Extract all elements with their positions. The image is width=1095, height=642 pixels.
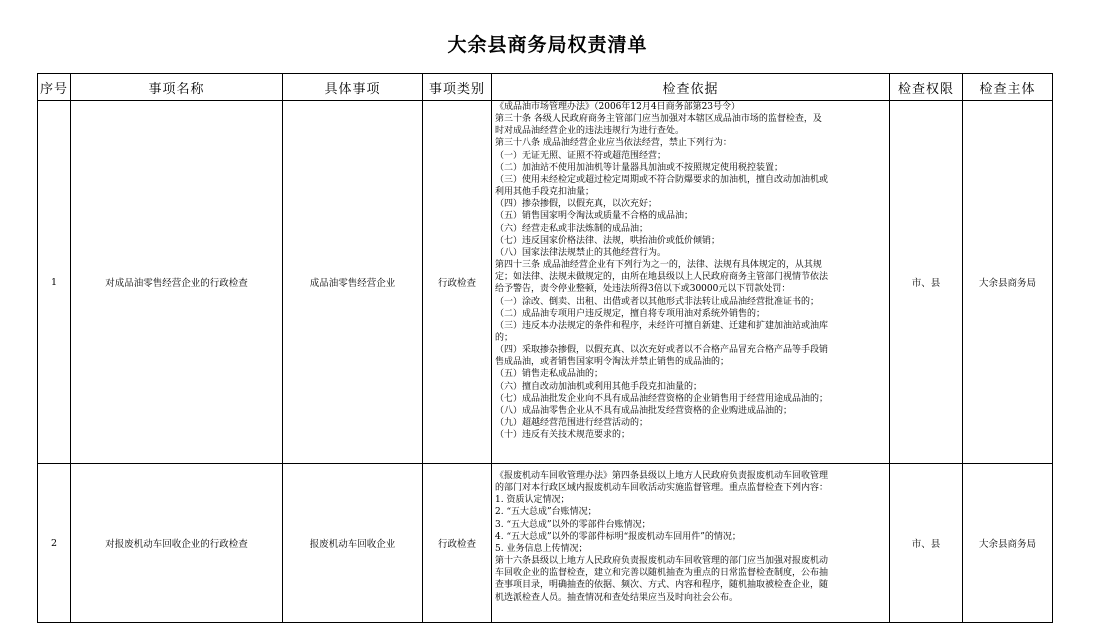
- basis-line: 第三十八条 成品油经营企业应当依法经营，禁止下列行为：: [495, 138, 732, 149]
- basis-line: （二）加油站不使用加油机等计量器具加油或不按照规定使用税控装置；: [495, 162, 784, 173]
- basis-line: 给予警告，责令停业整顿，处违法所得3倍以下或30000元以下罚款处罚：: [495, 284, 791, 295]
- basis-line: 第四十三条 成品油经营企业有下列行为之一的，法律、法规有具体规定的，从其规: [495, 260, 822, 271]
- row-subject: 大余县商务局: [963, 101, 1053, 464]
- basis-line: （五）销售走私成品油的；: [495, 369, 604, 380]
- header-name: 事项名称: [71, 74, 283, 101]
- table-header-row: [38, 74, 1053, 101]
- basis-line: （七）成品油批发企业向不具有成品油经营资格的企业销售用于经营用途成品油的；: [495, 393, 829, 404]
- basis-line: （三）违反本办法规定的条件和程序，未经许可擅自新建、迁建和扩建加油站或油库: [495, 320, 829, 331]
- basis-line: 《成品油市场管理办法》（2006年12月4日商务部第23号令）: [495, 102, 741, 112]
- row-name: 对成品油零售经营企业的行政检查: [71, 101, 283, 464]
- header-authority: 检查权限: [890, 74, 963, 101]
- basis-line: （五）销售国家明令淘汰或质量不合格的成品油；: [495, 211, 694, 222]
- header-item: 具体事项: [283, 74, 423, 101]
- row-name: 对报废机动车回收企业的行政检查: [71, 464, 283, 623]
- basis-line: 车回收企业的监督检查，建立和完善以随机抽查为重点的日常监督检查制度，公布抽: [495, 568, 829, 579]
- basis-line: （一）无证无照、证照不符或超范围经营；: [495, 150, 667, 161]
- basis-line: （八）成品油零售企业从不具有成品油批发经营资格的企业购进成品油的；: [495, 405, 793, 416]
- basis-line: 定；如法律、法规未做规定的，由所在地县级以上人民政府商务主管部门视情节依法: [495, 272, 829, 283]
- basis-line: 3. “五大总成”以外的零部件台账情况；: [495, 519, 651, 530]
- header-subject: 检查主体: [963, 74, 1053, 101]
- basis-line: 第十六条县级以上地方人民政府负责报废机动车回收管理的部门应当加强对报废机动: [495, 556, 829, 567]
- row-authority: 市、县: [890, 464, 963, 623]
- basis-line: （十）违反有关技术规范要求的；: [495, 430, 631, 441]
- header-no: 序号: [38, 74, 71, 101]
- basis-line: （三）使用未经检定或超过检定周期或不符合防爆要求的加油机，擅自改动加油机或: [495, 174, 829, 185]
- row-subject: 大余县商务局: [963, 464, 1053, 623]
- basis-line: 利用其他手段克扣油量；: [495, 187, 595, 198]
- basis-line: （四）采取掺杂掺假，以假充真、以次充好或者以不合格产品冒充合格产品等手段销: [495, 345, 829, 356]
- basis-line: 售成品油，或者销售国家明令淘汰并禁止销售的成品油的；: [495, 357, 730, 368]
- table-row: [38, 101, 1053, 464]
- row-no: 2: [38, 464, 71, 623]
- table-row: [38, 464, 1053, 623]
- header-basis: 检查依据: [492, 74, 890, 101]
- basis-line: （四）掺杂掺假，以假充真，以次充好；: [495, 199, 658, 210]
- basis-line: 1. 资质认定情况；: [495, 495, 570, 506]
- basis-line: （九）超越经营范围进行经营活动的；: [495, 418, 649, 429]
- row-basis: [492, 101, 890, 464]
- row-category: 行政检查: [423, 464, 492, 623]
- header-category: 事项类别: [423, 74, 492, 101]
- basis-line: 4. “五大总成”以外的零部件标明“报废机动车回用件”的情况；: [495, 531, 741, 542]
- basis-line: 时对成品油经营企业的违法违规行为进行查处。: [495, 126, 685, 137]
- row-item: 成品油零售经营企业: [283, 101, 423, 464]
- basis-line: 第三十条 各级人民政府商务主管部门应当加强对本辖区成品油市场的监督检查，及: [495, 114, 822, 125]
- basis-line: 机选派检查人员。抽查情况和查处结果应当及时向社会公布。: [495, 592, 739, 603]
- row-authority: 市、县: [890, 101, 963, 464]
- page-title: 大余县商务局权责清单: [447, 34, 648, 56]
- row-category: 行政检查: [423, 101, 492, 464]
- basis-line: （一）涂改、倒卖、出租、出借或者以其他形式非法转让成品油经营批准证书的；: [495, 296, 820, 307]
- responsibility-table: [37, 73, 1053, 623]
- basis-line: 2. “五大总成”台账情况；: [495, 507, 597, 518]
- basis-line: 的；: [495, 332, 514, 343]
- basis-line: 5. 业务信息上传情况；: [495, 543, 588, 554]
- basis-line: （六）经营走私或非法炼制的成品油；: [495, 223, 649, 234]
- row-no: 1: [38, 101, 71, 464]
- basis-line: 查事项目录，明确抽查的依据、频次、方式、内容和程序，随机抽取被检查企业，随: [495, 580, 829, 591]
- basis-line: （七）违反国家价格法律、法规，哄抬油价或低价倾销；: [495, 235, 721, 246]
- basis-line: （八）国家法律法规禁止的其他经营行为。: [495, 247, 667, 258]
- basis-line: （二）成品油专项用户违反规定，擅自将专项用油对系统外销售的；: [495, 308, 766, 319]
- row-item: 报废机动车回收企业: [283, 464, 423, 623]
- basis-line: （六）擅自改动加油机或利用其他手段克扣油量的；: [495, 381, 703, 392]
- row-basis: [492, 464, 890, 623]
- basis-line: 的部门对本行政区域内报废机动车回收活动实施监督管理。重点监督检查下列内容：: [495, 483, 829, 494]
- basis-line: 《报废机动车回收管理办法》第四条县级以上地方人民政府负责报废机动车回收管理: [495, 471, 829, 481]
